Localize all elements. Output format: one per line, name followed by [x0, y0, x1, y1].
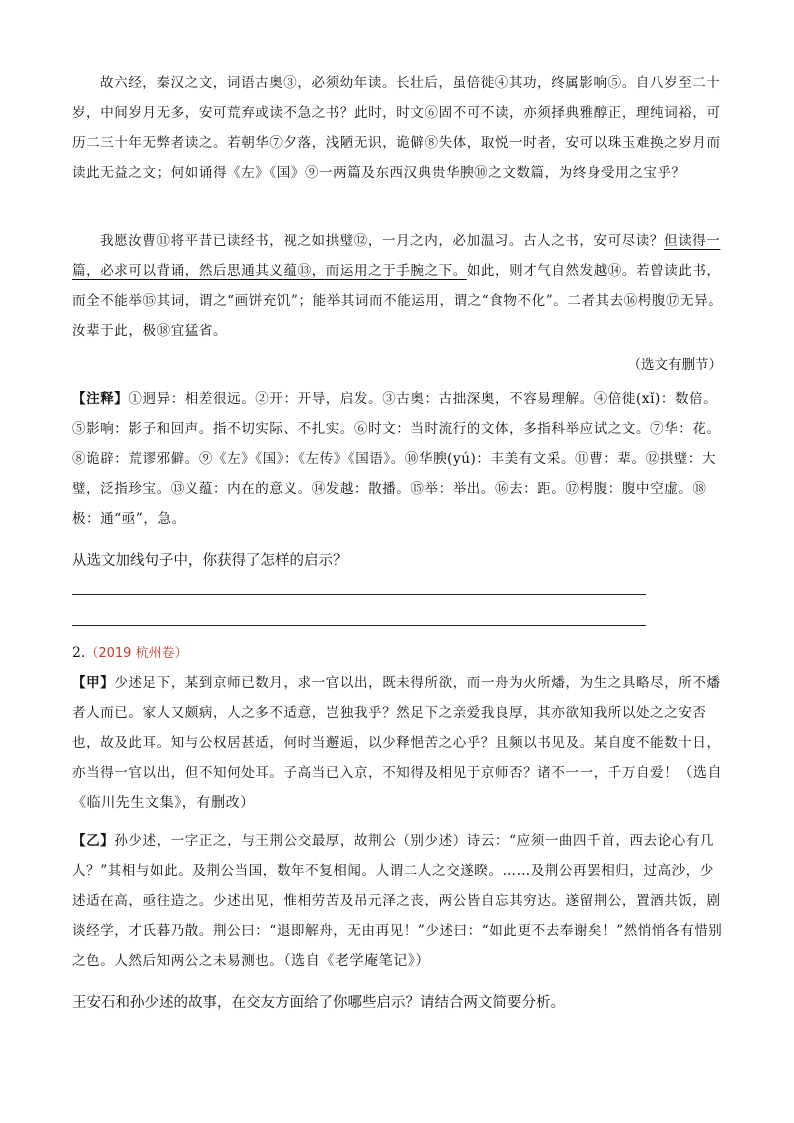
question-2-header [72, 642, 188, 665]
notes-text: ①迥异：相差很远。②开：开导，启发。③古奥：古拙深奥，不容易理解。④倍徙(xǐ)：数倍。⑤影响：影子和回声。指不切实际、不扎实。⑥时文：当时流行的文体，多指科举应试之文。⑦华：花。⑧诡辟：荒谬邪僻。⑨《左》《国》：《左传》《国语》。⑩华腴(yú)：丰美有文采。⑪曹：辈。⑫拱璧：大璧，泛指珍宝。⑬义蕴：内在的意义。⑭发越：散播。⑮举：举出。⑯去：距。⑰枵腹：腹中空虚。⑱极：通“亟”，急。 [72, 391, 721, 527]
question-2-number: 2. [72, 645, 86, 661]
answer-line-1[interactable] [72, 594, 646, 595]
jia-label: 【甲】 [72, 675, 115, 691]
underlined-sentence: 但读得一篇，必求可以背诵，然后思通其义蕴⑬，而运用之于手腕之下。 [72, 233, 721, 279]
answer-line-2[interactable] [72, 625, 646, 626]
jia-source: （选自《临川先生文集》，有删改） [72, 765, 723, 811]
jia-text: 少述足下，某到京师已数月，求一官以出，既未得所欲，而一舟为火所燔，为生之具略尽，所不燔者人而已。家人又颇病，人之多不适意，岂独我乎？然足下之亲爱我良厚，其亦欲知我所以处之之安否也，故及此耳。知与公权居甚适，何时当邂逅，以少释悒苦之心乎？且频以书见及。某自度不能数十日，亦当得一官以出，但不知何处耳。子高当已入京，不知得及相见于京师否？诸不一一，千万自爱！ [72, 675, 721, 781]
yi-text: 孙少述，一字正之，与王荆公交最厚，故荆公（别少述）诗云：“应须一曲四千首，西去论心有几人？”其相与如此。及荆公当国，数年不复相闻。人谓二人之交遂睽。……及荆公再罢相归，过高沙，少述适在高，亟往造之。少述出见，惟相劳苦及吊元泽之丧，两公皆自忘其穷达。遂留荆公，置酒共饭，剧谈经学，才氏暮乃散。荆公曰：“退即解舟，无由再见！”少述曰：“如此更不去奉谢矣！”然悄悄各有惜别之色。人然后知两公之未易测也。 [72, 833, 723, 969]
text-yi [72, 826, 726, 976]
passage-paragraph-1: 故六经，秦汉之文，词语古奥③，必须幼年读。长壮后，虽倍徙④其功，终属影响⑤。自八岁至二十岁，中间岁月无多，安可荒弃或读不急之书？此时，时文⑥固不可不读，亦须择典雅醇正，理纯词裕，可历二三十年无弊者读之。若朝华⑦夕落，浅陋无识，诡僻⑧失体，取悦一时者，安可以珠玉难换之岁月而读此无益之文；何如诵得《左》《国》⑨一两篇及东西汉典贵华腴⑩之文数篇，为终身受用之宝乎？ [72, 75, 721, 181]
annotation-notes [72, 384, 726, 534]
passage-source: （选文有删节） [627, 357, 722, 373]
question-2-prompt: 王安石和孙少述的故事，在交友方面给了你哪些启示？请结合两文简要分析。 [72, 995, 565, 1011]
passage-text-after-underline: 如此，则才气自然发越⑭。若曾读此书，而全不能举⑮其词，谓之“画饼充饥”；能举其词而不能运用，谓之“食物不化”。二者其去⑯枵腹⑰无异。汝辈于此，极⑱宜猛省。 [72, 263, 723, 339]
notes-label: 【注释】 [72, 391, 129, 407]
yi-label: 【乙】 [72, 833, 115, 849]
question-2-source-tag: （2019 杭州卷） [85, 646, 188, 661]
passage-paragraph-2 [72, 226, 726, 346]
passage-text-before-underline: 我愿汝曹⑪将平昔已读经书，视之如拱璧⑫，一月之内，必加温习。古人之书，安可尽读？ [100, 233, 664, 249]
yi-source: （选自《老学庵笔记》） [283, 953, 431, 969]
question-1-prompt: 从选文加线句子中，你获得了怎样的启示？ [72, 553, 348, 569]
text-jia [72, 668, 726, 818]
